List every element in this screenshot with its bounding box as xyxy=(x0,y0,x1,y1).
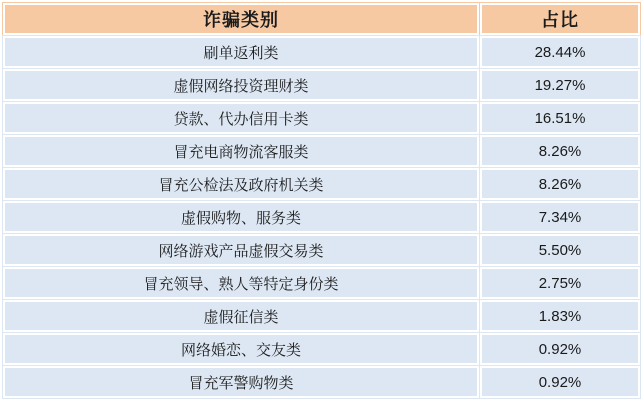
table-row xyxy=(5,236,638,264)
percent-cell: 7.34% xyxy=(482,203,638,231)
percent-cell: 0.92% xyxy=(482,335,638,363)
percent-cell: 16.51% xyxy=(482,104,638,132)
table-row xyxy=(5,335,638,363)
percent-cell: 19.27% xyxy=(482,71,638,99)
table-row xyxy=(5,38,638,66)
category-cell: 冒充电商物流客服类 xyxy=(5,137,477,165)
category-cell: 贷款、代办信用卡类 xyxy=(5,104,477,132)
table-row xyxy=(5,302,638,330)
table-row xyxy=(5,368,638,396)
category-cell: 虚假购物、服务类 xyxy=(5,203,477,231)
table-row xyxy=(5,203,638,231)
percent-cell: 28.44% xyxy=(482,38,638,66)
fraud-table-body xyxy=(5,38,638,396)
category-cell: 网络游戏产品虚假交易类 xyxy=(5,236,477,264)
percent-cell: 8.26% xyxy=(482,170,638,198)
category-cell: 冒充军警购物类 xyxy=(5,368,477,396)
percent-cell: 5.50% xyxy=(482,236,638,264)
percent-cell: 1.83% xyxy=(482,302,638,330)
category-cell: 网络婚恋、交友类 xyxy=(5,335,477,363)
category-cell: 虚假网络投资理财类 xyxy=(5,71,477,99)
category-cell: 虚假征信类 xyxy=(5,302,477,330)
header-fraud-category: 诈骗类别 xyxy=(5,5,477,33)
category-cell: 冒充领导、熟人等特定身份类 xyxy=(5,269,477,297)
category-cell: 冒充公检法及政府机关类 xyxy=(5,170,477,198)
table-row xyxy=(5,137,638,165)
percent-cell: 2.75% xyxy=(482,269,638,297)
table-row xyxy=(5,170,638,198)
table-row xyxy=(5,269,638,297)
category-cell: 刷单返利类 xyxy=(5,38,477,66)
percent-cell: 0.92% xyxy=(482,368,638,396)
table-header-row xyxy=(5,5,638,33)
table-row xyxy=(5,104,638,132)
header-percentage: 占比 xyxy=(482,5,638,33)
percent-cell: 8.26% xyxy=(482,137,638,165)
table-row xyxy=(5,71,638,99)
